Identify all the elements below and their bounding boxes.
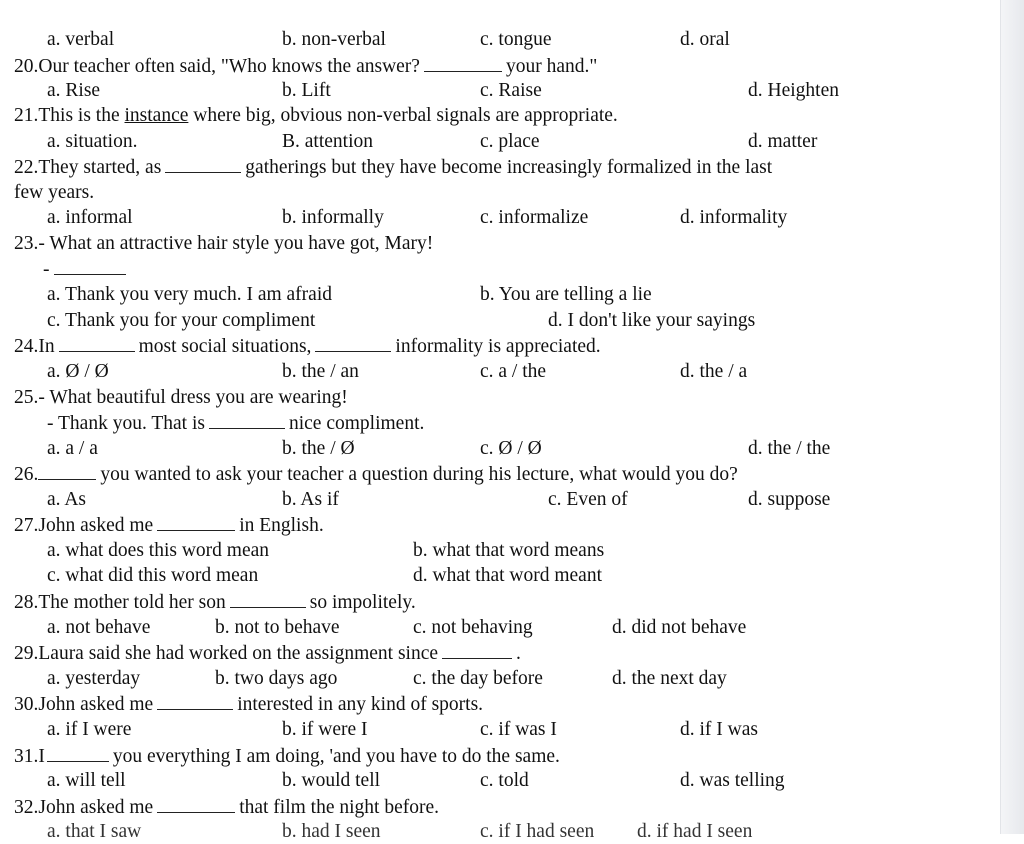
underlined-word: instance	[124, 105, 189, 126]
option-c: c. tongue	[480, 29, 552, 50]
option-d: d. if had I seen	[637, 821, 753, 842]
question-number: 28.	[14, 592, 39, 613]
option-b: b. non-verbal	[282, 29, 386, 50]
option-d: d. Heighten	[748, 80, 839, 101]
question-text: so impolitely.	[309, 592, 416, 613]
question-28	[14, 590, 416, 615]
option-c: c. Ø / Ø	[480, 438, 542, 459]
option-a: a. if I were	[47, 719, 132, 740]
option-d: d. the / a	[680, 361, 748, 382]
option-a: a. not behave	[47, 617, 151, 638]
answer-blank	[59, 334, 135, 352]
question-number: 25.	[14, 387, 39, 408]
question-text: John asked me	[38, 694, 154, 715]
option-b: B. attention	[282, 131, 373, 152]
question-text: They started, as	[38, 157, 162, 178]
option-d: d. was telling	[680, 770, 785, 791]
question-text: you wanted to ask your teacher a question during his lecture, what would you do?	[100, 464, 738, 485]
option-a: a. yesterday	[47, 668, 141, 689]
option-d: d. informality	[680, 207, 788, 228]
question-text: John asked me	[38, 515, 154, 536]
option-a: a. verbal	[47, 29, 115, 50]
question-text: your hand."	[505, 56, 598, 77]
answer-blank	[38, 462, 96, 480]
question-text: most social situations,	[138, 336, 312, 357]
option-c: c. Thank you for your compliment	[47, 310, 316, 331]
question-text: .	[516, 643, 521, 664]
option-a: a. Ø / Ø	[47, 361, 109, 382]
answer-blank	[157, 513, 235, 531]
option-d: d. if I was	[680, 719, 758, 740]
option-c: c. Raise	[480, 80, 542, 101]
option-c: c. if was I	[480, 719, 557, 740]
option-a: a. a / a	[47, 438, 98, 459]
answer-blank	[230, 590, 306, 608]
question-text: in English.	[239, 515, 324, 536]
option-b: b. the / Ø	[282, 438, 355, 459]
option-c: c. Even of	[548, 489, 628, 510]
question-31	[14, 744, 560, 769]
option-c: c. not behaving	[413, 617, 533, 638]
option-c: c. if I had seen	[480, 821, 595, 842]
question-number: 26.	[14, 464, 39, 485]
reply-dash: -	[43, 259, 50, 280]
option-d: d. I don't like your sayings	[548, 310, 756, 331]
question-number: 29.	[14, 643, 39, 664]
question-text: gatherings but they have become increasingly formalized in the last	[245, 157, 773, 178]
question-text: This is the	[38, 105, 120, 126]
option-a: a. informal	[47, 207, 133, 228]
option-b: b. As if	[282, 489, 339, 510]
option-a: a. As	[47, 489, 86, 510]
question-22	[14, 155, 772, 180]
question-32	[14, 795, 439, 820]
option-d: d. suppose	[748, 489, 831, 510]
reply-text: nice compliment.	[288, 413, 425, 434]
question-26	[14, 462, 738, 487]
answer-blank	[424, 54, 502, 72]
question-text: In	[38, 336, 55, 357]
question-text: you everything I am doing, 'and you have to do the same.	[112, 746, 560, 767]
option-b: b. would tell	[282, 770, 381, 791]
question-text: The mother told her son	[38, 592, 226, 613]
question-text: Laura said she had worked on the assignment since	[38, 643, 439, 664]
question-number: 23.	[14, 233, 39, 254]
question-text: interested in any kind of sports.	[237, 694, 484, 715]
option-b: b. if were I	[282, 719, 368, 740]
option-d: d. what that word meant	[413, 565, 602, 586]
reply-line	[47, 411, 424, 436]
question-text: John asked me	[38, 797, 154, 818]
question-text: Our teacher often said, "Who knows the answer?	[38, 56, 420, 77]
option-b: b. Lift	[282, 80, 331, 101]
option-d: d. matter	[748, 131, 818, 152]
question-number: 31.	[14, 746, 39, 767]
option-a: a. that I saw	[47, 821, 142, 842]
option-a: a. will tell	[47, 770, 126, 791]
page-edge	[1000, 0, 1024, 834]
question-21	[14, 104, 618, 128]
reply-text: - Thank you. That is	[47, 413, 205, 434]
answer-blank	[442, 641, 512, 659]
option-c: c. what did this word mean	[47, 565, 259, 586]
option-a: a. Rise	[47, 80, 101, 101]
answer-blank	[47, 744, 109, 762]
option-c: c. told	[480, 770, 529, 791]
option-b: b. informally	[282, 207, 384, 228]
option-d: d. oral	[680, 29, 730, 50]
option-b: b. You are telling a lie	[480, 284, 652, 305]
option-b: b. the / an	[282, 361, 359, 382]
question-29	[14, 641, 521, 666]
option-b: b. what that word means	[413, 540, 605, 561]
answer-blank	[209, 411, 285, 429]
reply-line	[43, 257, 130, 282]
question-27	[14, 513, 324, 538]
answer-blank	[157, 692, 233, 710]
option-c: c. informalize	[480, 207, 589, 228]
answer-blank	[157, 795, 235, 813]
option-d: d. the / the	[748, 438, 831, 459]
question-text: informality is appreciated.	[395, 336, 601, 357]
question-24	[14, 334, 601, 359]
question-25	[14, 386, 348, 410]
question-text: - What an attractive hair style you have got, Mary!	[38, 233, 434, 254]
option-a: a. situation.	[47, 131, 138, 152]
question-number: 21.	[14, 105, 39, 126]
question-20	[14, 54, 597, 79]
question-number: 22.	[14, 157, 39, 178]
question-30	[14, 692, 483, 717]
answer-blank	[315, 334, 391, 352]
question-number: 30.	[14, 694, 39, 715]
option-c: c. place	[480, 131, 540, 152]
answer-blank	[54, 257, 126, 275]
question-number: 24.	[14, 336, 39, 357]
option-c: c. the day before	[413, 668, 543, 689]
option-d: d. the next day	[612, 668, 727, 689]
option-b: b. two days ago	[215, 668, 338, 689]
question-text: where big, obvious non-verbal signals are appropriate.	[193, 105, 618, 126]
question-text: that film the night before.	[239, 797, 440, 818]
option-d: d. did not behave	[612, 617, 747, 638]
option-c: c. a / the	[480, 361, 547, 382]
answer-blank	[165, 155, 241, 173]
option-a: a. what does this word mean	[47, 540, 270, 561]
question-text: I	[38, 746, 45, 767]
question-23	[14, 232, 433, 256]
question-text: - What beautiful dress you are wearing!	[38, 387, 348, 408]
option-a: a. Thank you very much. I am afraid	[47, 284, 332, 305]
option-b: b. had I seen	[282, 821, 381, 842]
question-number: 32.	[14, 797, 39, 818]
option-b: b. not to behave	[215, 617, 340, 638]
question-continuation: few years.	[14, 182, 95, 203]
question-number: 20.	[14, 56, 39, 77]
question-number: 27.	[14, 515, 39, 536]
